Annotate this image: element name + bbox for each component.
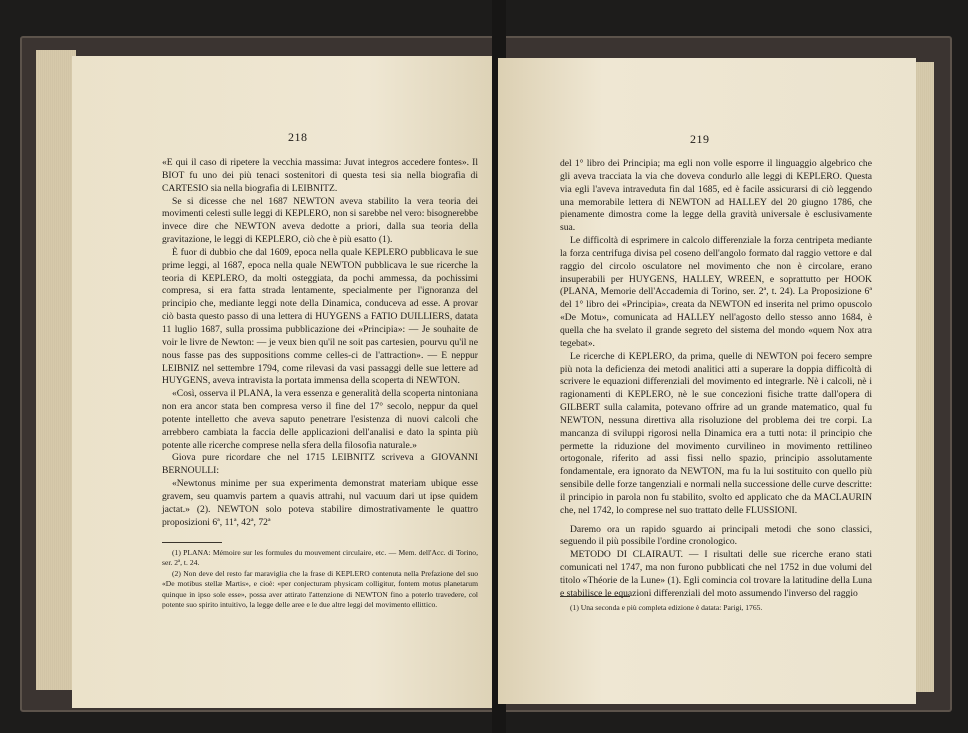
footnote: (2) Non deve del resto far maraviglia che la frase di KEPLERO contenuta nella Prefazione del suo «De motibus stellæ Martis», e cioè: «per conjecturam physicam colligitur, fontem motus planetarum quinque in ipso sole esse», possa aver attirato l'attenzione di NEWTON fino a poterlo travedere, col potente suo spirito intuitivo, la legge delle aree e le due altre leggi del movimento ellittico. <box>162 568 478 610</box>
footnote: (1) Una seconda e più completa edizione è datata: Parigi, 1765. <box>570 603 763 612</box>
paragraph: Le difficoltà di esprimere in calcolo differenziale la forza centripeta mediante la forza centrifuga divisa pel coseno dell'angolo formato dal raggio vettore e dal raggio del circolo osculatore nel movimento che non è circolare, erano insuperabili per HUYGENS, HALLEY, WREEN, e soprattutto per HOOK (PLANA, Memorie dell'Accademia di Torino, ser. 2ª, t. 24). La Proposizione 6ª del 1° libro dei «Principia», creata da NEWTON ed inserita nel primo opuscolo «De Motu», comunicata ad HALLEY nell'agosto dello stesso anno 1684, è quella che ha svelato il grande segreto del sistema del mondo «quem Nox atra tegebat». <box>560 235 872 349</box>
paragraph: del 1° libro dei Principia; ma egli non volle esporre il linguaggio algebrico che gli aveva tracciata la via che doveva condurlo alle leggi di KEPLERO. Questa via egli l'aveva intraveduta fin dal 1685, ed è facile assicurarsi di ciò leggendo una memorabile lettera di NEWTON ad HALLEY del 20 giugno 1786, che pienamente dimostra come la legge della gravità universale è esclusivamente sua. <box>560 158 872 234</box>
left-page <box>72 56 496 708</box>
paragraph: Se si dicesse che nel 1687 NEWTON aveva stabilito la vera teoria dei movimenti celesti sulle leggi di KEPLERO, non si sarebbe nel vero: bisognerebbe invece dire che NEWTON aveva dedotte a priori, dalla sua teoria della gravitazione, le leggi di KEPLERO, ciò che è più esatto (1). <box>162 195 478 246</box>
page-number: 219 <box>690 132 710 146</box>
body-text <box>560 158 872 601</box>
page-edges-left <box>36 50 76 690</box>
paragraph: «E qui il caso di ripetere la vecchia massima: Juvat integros accedere fontes». Il BIOT fu uno dei più tenaci sostenitori di questa tesi sia nella biografia di CARTESIO sia nella biografia di LEIBNITZ. <box>162 157 478 194</box>
footnotes <box>162 548 478 610</box>
footnote-rule <box>162 542 222 543</box>
paragraph: È fuor di dubbio che dal 1609, epoca nella quale KEPLERO pubblicava le sue prime leggi, al 1687, epoca nella quale NEWTON pubblicava le sue ricerche la teoria di KEPLERO, da molti osteggiata, da pochi ammessa, da pochissimi compresa, si era fatta strada lentamente, specialmente per l'ignoranza del principio che, mediante leggi note della Dinamica, conduceva ad esse. A provar ciò basta questo passo di una lettera di HUYGENS a FATIO DUILLIERS, datata 11 luglio 1687, sulla prossima pubblicazione dei «Principia»: — Je souhaite de voir le livre de Newton: — je veux bien qu'il ne soit pas cartesien, pourvu qu'il ne nous fasse pas des suppositions comme celles-ci de l'attraction». — E neppur LEIBNIZ nel settembre 1794, come rilevasi da vasi passaggi delle sue lettere ad HUYGENS, aveva intravista la portata immensa della scoperta di NEWTON. <box>162 246 478 387</box>
paragraph: METODO DI CLAIRAUT. — I risultati delle sue ricerche erano stati comunicati nel 1747, ma non furono pubblicati che nel 1752 in due volumi del titolo «Théorie de la Lune» (1). Egli comincia col trovare la latitudine della Luna e stabilisce le equazioni differenziali del moto assumendo l'inverso del raggio <box>560 549 872 599</box>
footnote: (1) PLANA: Mémoire sur les formules du mouvement circulaire, etc. — Mem. dell'Acc. di Torino, ser. 2ª, t. 24. <box>162 548 478 568</box>
paragraph: «Così, osserva il PLANA, la vera essenza e generalità della scoperta nintoniana non era ancor stata ben compresa verso il fine del 17° secolo, neppur da quel potente intelletto che aveva saputo penetrare l'esistenza di nuovi calcoli che arrebbero cambiata la faccia delle applicazioni dell'analisi e dato la spinta più potente alle ricerche comprese nella sfera della filosofia naturale.» <box>162 388 478 451</box>
paragraph: Giova pure ricordare che nel 1715 LEIBNITZ scriveva a GIOVANNI BERNOULLI: <box>162 452 478 477</box>
paragraph: Le ricerche di KEPLERO, da prima, quelle di NEWTON poi fecero sempre più nota la deficienza dei metodi analitici atti a superare la doppia difficoltà di scrivere le equazioni differenziali del movimento ed integrarle. Nè i calcoli, nè i ragionamenti di KEPLERO, nè le sue concezioni fisiche tratte dall'opera di GILBERT sulla calamita, potevano offrire ad un grande matematico, qual fu NEWTON, nessuna direttiva alla risoluzione del problema dei tre corpi. La mancanza di sviluppi rigorosi nella Dinamica era a tutti nota: il principio che permette la riduzione del movimento curvilineo in movimento rettilineo ortogonale, riferito ad assi fissi nello spazio, principio assolutamente fondamentale, era ignorato da NEWTON, ma fu la lui sostituito con quello più sensibile delle forze tangenziali e normali nella successione delle curve descritte: il principio in parola non fu stabilito, svolto ed applicato che da MACLAURIN che, nel 1742, lo comprese nel suo trattato delle FLUSSIONI. <box>560 350 872 516</box>
body-text <box>162 157 478 529</box>
page-number: 218 <box>288 130 308 144</box>
right-page <box>498 58 916 704</box>
paragraph: «Newtonus minime per sua experimenta demonstrat materiam ubique esse gravem, seu quamvis partem a quavis attrahi, nul vacuum dari ut ipse quidem jactat.» (2). NEWTON solo poteva stabilire dimostrativamente le quattro proposizioni 6ª, 11ª, 42ª, 72ª <box>162 478 478 528</box>
footnote-rule <box>560 596 630 597</box>
paragraph: Daremo ora un rapido sguardo ai principali metodi che sono classici, seguendo il più possibile l'ordine cronologico. <box>560 523 872 548</box>
footnotes <box>560 603 872 613</box>
